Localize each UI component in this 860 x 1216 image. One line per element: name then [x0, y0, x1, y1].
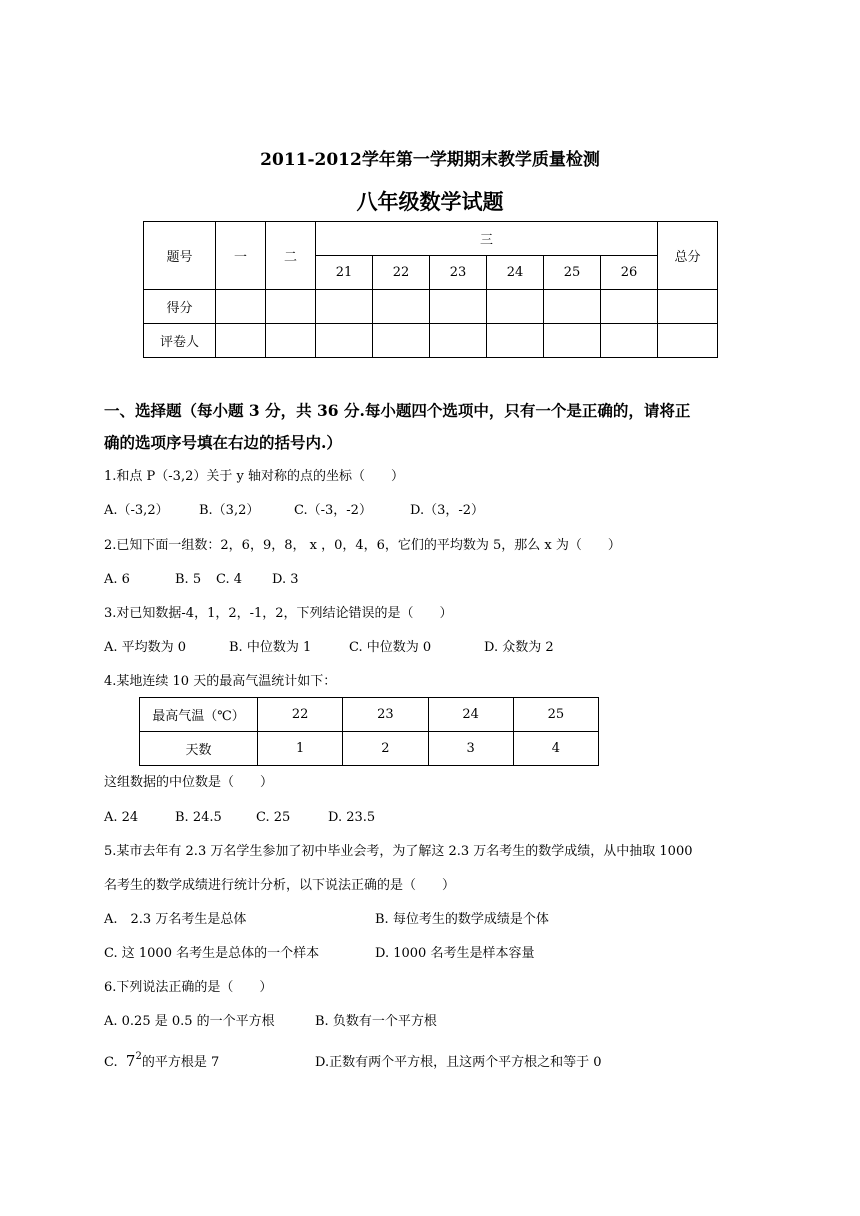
score-cell[interactable] — [601, 324, 658, 358]
score-table — [143, 221, 718, 358]
section1-heading-line2: 确的选项序号填在右边的括号内.） — [104, 433, 342, 452]
score-header-section-1: 一 — [216, 222, 266, 290]
q5-option-d[interactable]: D. 1000 名考生是样本容量 — [375, 946, 535, 961]
temp-header-value: 23 — [343, 698, 428, 732]
q6-options-ab — [104, 1013, 437, 1031]
score-cell[interactable] — [266, 290, 316, 324]
q1-option-a[interactable]: A.（-3,2） — [104, 503, 169, 518]
q1-option-b[interactable]: B.（3,2） — [199, 503, 260, 518]
q6-option-c[interactable] — [104, 1052, 315, 1073]
q2-text: 2.已知下面一组数：2，6，9，8， x ，0，4，6，它们的平均数为 5，那么 x 为（ ） — [104, 538, 621, 553]
q2-option-d[interactable]: D. 3 — [272, 572, 299, 587]
q1-option-d[interactable]: D.（3，-2） — [410, 503, 485, 518]
score-cell[interactable] — [430, 324, 487, 358]
q2-option-b[interactable]: B. 5 — [175, 572, 202, 587]
q5-options-cd — [104, 945, 534, 963]
score-sub-21: 21 — [316, 256, 373, 290]
q4-after-text: 这组数据的中位数是（ ） — [104, 775, 274, 790]
score-sub-23: 23 — [430, 256, 487, 290]
q2-option-c[interactable]: C. 4 — [216, 572, 243, 587]
q1-text: 1.和点 P（-3,2）关于 y 轴对称的点的坐标（ ） — [104, 469, 404, 484]
temp-row-label: 天数 — [140, 732, 258, 766]
temp-row-value: 3 — [428, 732, 513, 766]
q4-text: 4.某地连续 10 天的最高气温统计如下： — [104, 674, 337, 689]
score-cell[interactable] — [487, 324, 544, 358]
q4-option-b[interactable]: B. 24.5 — [175, 810, 222, 825]
q3-option-c[interactable]: C. 中位数为 0 — [349, 640, 432, 655]
score-cell[interactable] — [316, 290, 373, 324]
section1-heading-line1: 一、选择题（每小题 3 分，共 36 分.每小题四个选项中，只有一个是正确的，请将正 — [104, 401, 691, 420]
q4-option-d[interactable]: D. 23.5 — [328, 810, 376, 825]
q6-option-c-base: 7 — [125, 1052, 136, 1070]
q5-option-c[interactable]: C. 这 1000 名考生是总体的一个样本 — [104, 946, 320, 961]
score-cell[interactable] — [544, 324, 601, 358]
q1-options — [104, 502, 484, 520]
q4-option-a[interactable]: A. 24 — [104, 810, 139, 825]
q3-option-b[interactable]: B. 中位数为 1 — [229, 640, 312, 655]
q3-option-d[interactable]: D. 众数为 2 — [484, 640, 554, 655]
q2-option-a[interactable]: A. 6 — [104, 572, 130, 587]
q6-option-c-exponent: 2 — [135, 1051, 142, 1062]
q6-option-c-prefix: C. — [104, 1055, 126, 1070]
q6-option-b[interactable]: B. 负数有一个平方根 — [315, 1014, 437, 1029]
q1-option-c[interactable]: C.（-3，-2） — [294, 503, 372, 518]
temperature-table — [139, 697, 599, 766]
score-header-tihao: 题号 — [144, 222, 216, 290]
temp-header-value: 25 — [513, 698, 598, 732]
temp-row-value: 1 — [258, 732, 343, 766]
score-cell[interactable] — [430, 290, 487, 324]
temp-header-value: 24 — [428, 698, 513, 732]
temp-header-label: 最高气温（℃） — [140, 698, 258, 732]
temp-header-value: 22 — [258, 698, 343, 732]
q5-options-ab — [104, 911, 549, 929]
score-header-section-2: 二 — [266, 222, 316, 290]
score-sub-22: 22 — [373, 256, 430, 290]
q6-option-d[interactable]: D.正数有两个平方根，且这两个平方根之和等于 0 — [315, 1055, 602, 1070]
score-cell[interactable] — [373, 290, 430, 324]
score-cell[interactable] — [544, 290, 601, 324]
score-row-label-defen: 得分 — [144, 290, 216, 324]
score-header-total: 总分 — [658, 222, 718, 290]
q3-options — [104, 639, 554, 657]
exam-subtitle: 八年级数学试题 — [356, 189, 504, 214]
score-row-label-pingjuanren: 评卷人 — [144, 324, 216, 358]
score-cell[interactable] — [658, 324, 718, 358]
score-cell[interactable] — [373, 324, 430, 358]
q6-options-cd — [104, 1052, 602, 1073]
score-sub-25: 25 — [544, 256, 601, 290]
score-cell[interactable] — [316, 324, 373, 358]
score-cell[interactable] — [266, 324, 316, 358]
temp-row-value: 2 — [343, 732, 428, 766]
q5-text-line2: 名考生的数学成绩进行统计分析，以下说法正确的是（ ） — [104, 878, 456, 893]
score-cell[interactable] — [216, 290, 266, 324]
exam-title: 2011-2012学年第一学期期末教学质量检测 — [260, 150, 600, 170]
score-sub-26: 26 — [601, 256, 658, 290]
q5-text-line1: 5.某市去年有 2.3 万名学生参加了初中毕业会考，为了解这 2.3 万名考生的数学成绩，从中抽取 1000 — [104, 844, 693, 859]
q3-option-a[interactable]: A. 平均数为 0 — [104, 640, 187, 655]
score-cell[interactable] — [487, 290, 544, 324]
q4-option-c[interactable]: C. 25 — [256, 810, 291, 825]
q6-text: 6.下列说法正确的是（ ） — [104, 980, 273, 995]
q2-options — [104, 571, 299, 589]
q3-text: 3.对已知数据-4，1，2，-1，2，下列结论错误的是（ ） — [104, 606, 453, 621]
q5-option-b[interactable]: B. 每位考生的数学成绩是个体 — [375, 912, 549, 927]
score-sub-24: 24 — [487, 256, 544, 290]
q6-option-c-rest: 的平方根是 7 — [141, 1055, 220, 1070]
temp-row-value: 4 — [513, 732, 598, 766]
q4-options — [104, 809, 375, 827]
score-cell[interactable] — [216, 324, 266, 358]
score-cell[interactable] — [658, 290, 718, 324]
q5-option-a[interactable]: A. 2.3 万名考生是总体 — [104, 912, 247, 927]
score-cell[interactable] — [601, 290, 658, 324]
score-header-section-3: 三 — [316, 222, 658, 256]
q6-option-a[interactable]: A. 0.25 是 0.5 的一个平方根 — [104, 1014, 275, 1029]
